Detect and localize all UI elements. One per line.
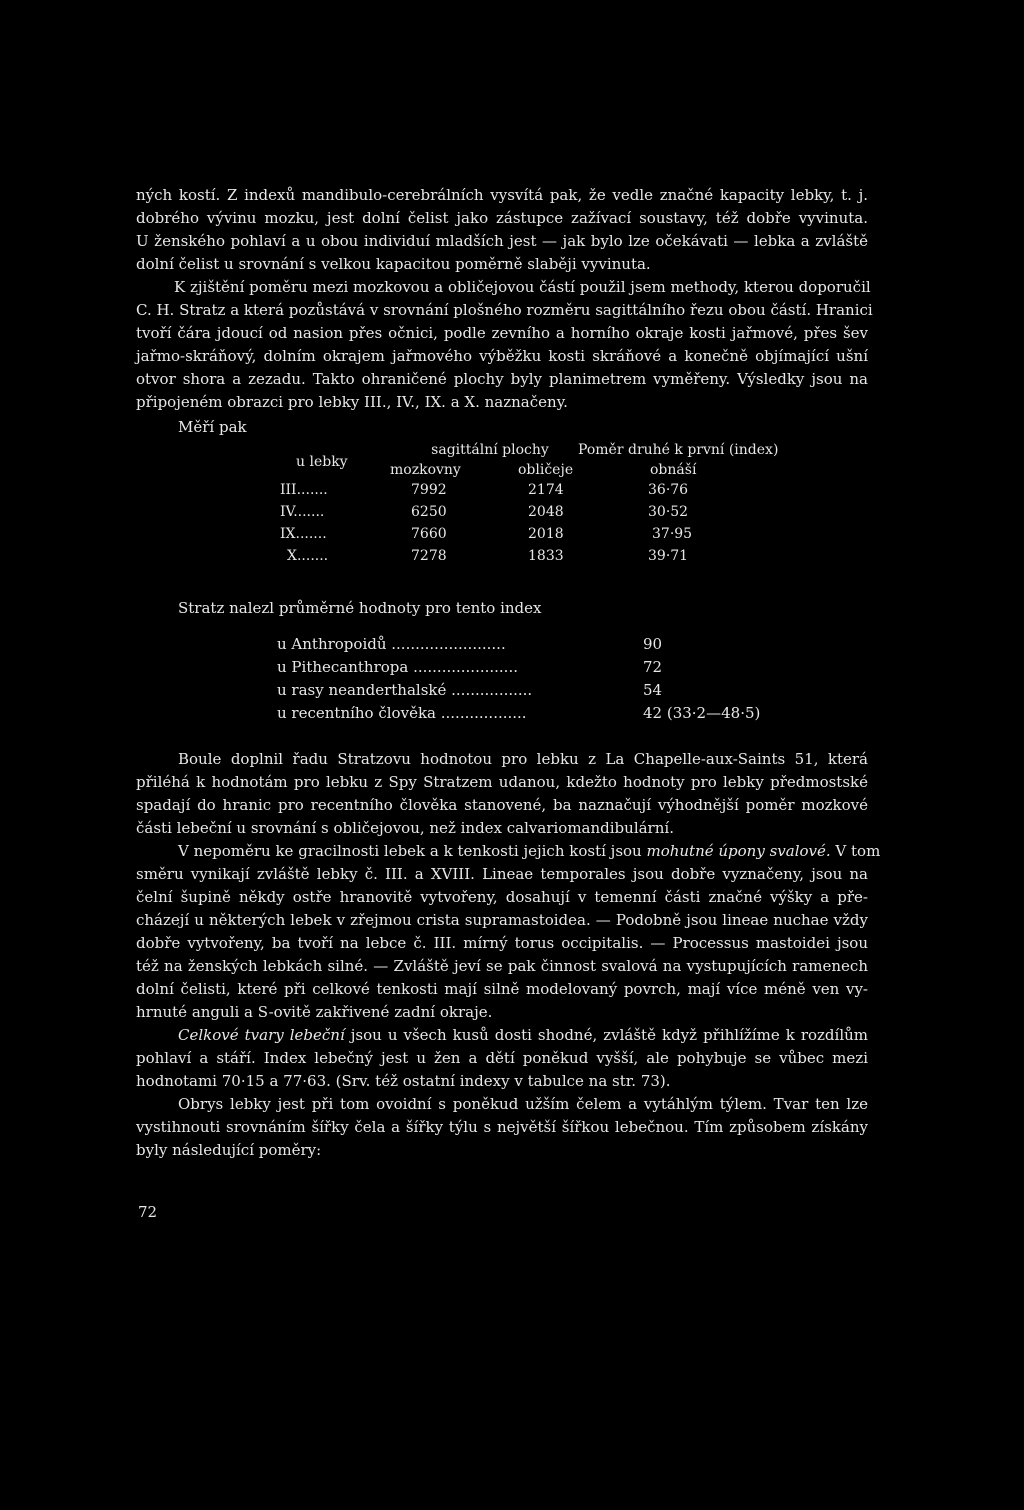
table-cell-brain: 7278 (411, 548, 447, 564)
list-item-label: u rasy neanderthalské ................. (277, 681, 533, 699)
text-line: vystihnouti srovnáním šířky čela a šířky týlu s největší šířkou lebečnou. Tím způsobem získány (136, 1118, 868, 1136)
text-line: dobře vytvořeny, ba tvoří na lebce č. III. mírný torus occipitalis. — Processus mastoidei jsou (136, 934, 868, 952)
table-cell-brain: 7992 (411, 482, 447, 498)
text-line: spadají do hranic pro recentního člověka stanovené, ba naznačují výhodnější poměr mozkové (136, 796, 868, 814)
text-line: též na ženských lebkách silné. — Zvláště jeví se pak činnost svalová na vystupujících ramenech (136, 957, 868, 975)
header-ratio-sub: obnáší (650, 462, 697, 478)
text-line: U ženského pohlaví a u obou individuí mladších jest — jak bylo lze očekávati — lebka a zvláště (136, 232, 868, 250)
text-line: Boule doplnil řadu Stratzovu hodnotou pro lebku z La Chapelle-aux-Saints 51, která (178, 750, 868, 768)
text-line: byly následující poměry: (136, 1141, 322, 1159)
text-span: jsou u všech kusů dosti shodné, zvláště když přihlížíme k rozdílům (344, 1026, 868, 1044)
text-line: dobrého vývinu mozku, jest dolní čelist jako zástupce zažívací soustavy, též dobře vyvinuta. (136, 209, 868, 227)
table-cell-skull: IX....... (280, 526, 327, 542)
text-line (178, 840, 881, 862)
table-cell-face: 2048 (528, 504, 564, 520)
text-line: přiléhá k hodnotám pro lebku z Spy Stratzem udanou, kdežto hodnoty pro lebky předmostské (136, 773, 868, 791)
text-line: K zjištění poměru mezi mozkovou a obličejovou částí použil jsem methody, kterou doporučil (174, 278, 871, 296)
header-sagittal: sagittální plochy (431, 442, 549, 458)
list-item-label: u Pithecanthropa ...................... (277, 658, 518, 676)
text-line: čelní šupině někdy ostře hranovitě vytvořeny, dosahují v temenní části značné výšky a pře- (136, 888, 868, 906)
emphasis-text: Celkové tvary lebeční (178, 1026, 345, 1044)
stratz-intro: Stratz nalezl průměrné hodnoty pro tento index (178, 599, 542, 617)
text-line: dolní čelisti, které při celkové tenkosti mají silně modelovaný povrch, mají více méně ven vy- (136, 980, 868, 998)
text-span: V nepoměru ke gracilnosti lebek a k tenkosti jejich kostí jsou (178, 842, 647, 860)
header-skull: u lebky (296, 454, 348, 470)
text-line: cházejí u některých lebek v zřejmou crista supramastoidea. — Podobně jsou lineae nuchae vždy (136, 911, 868, 929)
text-line: otvor shora a zezadu. Takto ohraničené plochy byly planimetrem vyměřeny. Výsledky jsou na (136, 370, 868, 388)
header-ratio: Poměr druhé k první (index) (578, 442, 779, 458)
emphasis-text: mohutné úpony svalové. (646, 842, 831, 860)
table-cell-face: 2174 (528, 482, 564, 498)
text-line: dolní čelist u srovnání s velkou kapacitou poměrně slaběji vyvinuta. (136, 255, 651, 273)
text-line (178, 1024, 868, 1046)
list-item-value: 90 (643, 635, 663, 653)
table-cell-face: 1833 (528, 548, 564, 564)
table-cell-skull: IV....... (280, 504, 325, 520)
text-line: hrnuté anguli a S-ovitě zakřivené zadní okraje. (136, 1003, 493, 1021)
text-line: pohlaví a stáří. Index lebečný jest u žen a dětí poněkud vyšší, ale pohybuje se vůbec mezi (136, 1049, 868, 1067)
table-cell-index: 39·71 (648, 548, 689, 564)
table-cell-skull: III....... (280, 482, 328, 498)
table-intro: Měří pak (178, 418, 247, 436)
table-cell-index: 30·52 (648, 504, 689, 520)
page-number: 72 (138, 1203, 158, 1221)
header-brain: mozkovny (390, 462, 461, 478)
text-span: V tom (830, 842, 881, 860)
table-cell-brain: 7660 (411, 526, 447, 542)
table-cell-face: 2018 (528, 526, 564, 542)
header-face: obličeje (518, 462, 574, 478)
list-item-value: 42 (33·2—48·5) (643, 704, 761, 722)
text-line: C. H. Stratz a která pozůstává v srovnání plošného rozměru sagittálního řezu obou částí. Hranici (136, 301, 873, 319)
text-line: tvoří čára jdoucí od nasion přes očnici, podle zevního a horního okraje kosti jařmové, přes šev (136, 324, 868, 342)
text-line: směru vynikají zvláště lebky č. III. a XVIII. Lineae temporales jsou dobře vyznačeny, jsou na (136, 865, 868, 883)
text-line: připojeném obrazci pro lebky III., IV., IX. a X. naznačeny. (136, 393, 568, 411)
table-cell-index: 36·76 (648, 482, 689, 498)
text-line: hodnotami 70·15 a 77·63. (Srv. též ostatní indexy v tabulce na str. 73). (136, 1072, 671, 1090)
table-cell-index: 37·95 (652, 526, 693, 542)
list-item-label: u Anthropoidů ........................ (277, 635, 506, 653)
list-item-value: 72 (643, 658, 663, 676)
text-line: Obrys lebky jest při tom ovoidní s poněkud užším čelem a vytáhlým týlem. Tvar ten lze (178, 1095, 868, 1113)
text-line: ných kostí. Z indexů mandibulo-cerebrálních vysvítá pak, že vedle značné kapacity lebky, t. j. (136, 186, 868, 204)
table-cell-skull: X....... (287, 548, 329, 564)
table-cell-brain: 6250 (411, 504, 447, 520)
list-item-value: 54 (643, 681, 663, 699)
list-item-label: u recentního člověka .................. (277, 704, 527, 722)
text-line: části lebeční u srovnání s obličejovou, než index calvariomandibulární. (136, 819, 674, 837)
text-line: jařmo-skráňový, dolním okrajem jařmového výběžku kosti skráňové a konečně objímající ušní (136, 347, 868, 365)
